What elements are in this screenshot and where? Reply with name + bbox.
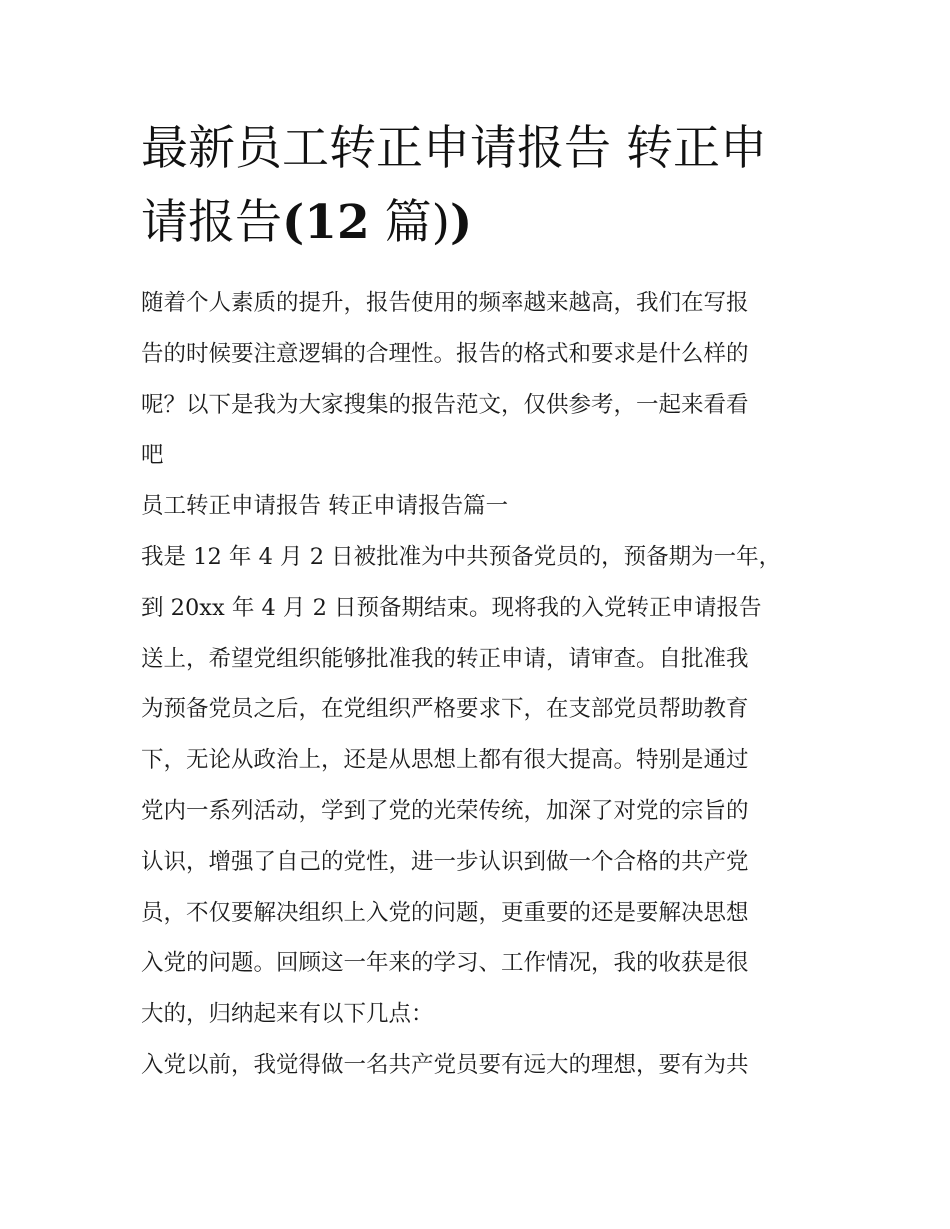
- body-line: 员，不仅要解决组织上入党的问题，更重要的还是要解决思想: [141, 899, 749, 926]
- title-line-1: 最新员工转正申请报告 转正申: [141, 121, 767, 176]
- intro-line: 告的时候要注意逻辑的合理性。报告的格式和要求是什么样的: [141, 340, 749, 367]
- body-line: 送上，希望党组织能够批准我的转正申请，请审查。自批准我: [141, 645, 749, 672]
- body-line: 入党的问题。回顾这一年来的学习、工作情况，我的收获是很: [141, 950, 749, 977]
- body-line: 为预备党员之后，在党组织严格要求下，在支部党员帮助教育: [141, 696, 749, 723]
- title-line-2-suffix: 篇): [369, 195, 450, 250]
- body-line: 大的，归纳起来有以下几点：: [141, 1001, 434, 1028]
- body-paragraph: [141, 532, 813, 1040]
- intro-line: 吧: [141, 442, 164, 469]
- intro-line: 呢？以下是我为大家搜集的报告范文，仅供参考，一起来看看: [141, 391, 749, 418]
- document-content: [141, 112, 813, 1091]
- intro-paragraph: [141, 278, 813, 481]
- body-line: 认识，增强了自己的党性，进一步认识到做一个合格的共产党: [141, 848, 749, 875]
- intro-line: 随着个人素质的提升，报告使用的频率越来越高，我们在写报: [141, 290, 749, 316]
- body-line: 党内一系列活动，学到了党的光荣传统，加深了对党的宗旨的: [141, 797, 749, 824]
- next-paragraph: [141, 1040, 813, 1091]
- next-paragraph-line: 入党以前，我觉得做一名共产党员要有远大的理想，要有为共: [141, 1051, 749, 1078]
- section-heading-text: 员工转正申请报告 转正申请报告篇一: [141, 493, 509, 520]
- body-line: 我是 12 年 4 月 2 日被批准为中共预备党员的，预备期为一年，: [141, 543, 782, 570]
- section-heading: [141, 481, 813, 532]
- body-line: 到 20xx 年 4 月 2 日预备期结束。现将我的入党转正申请报告: [141, 594, 762, 621]
- title-line-2-text: 请报告: [141, 195, 282, 250]
- title-close-paren: ): [449, 195, 473, 250]
- title-count: (12: [282, 195, 370, 250]
- document-title: [141, 112, 813, 260]
- body-line: 下，无论从政治上，还是从思想上都有很大提高。特别是通过: [141, 747, 749, 774]
- title-line-2: [141, 186, 813, 260]
